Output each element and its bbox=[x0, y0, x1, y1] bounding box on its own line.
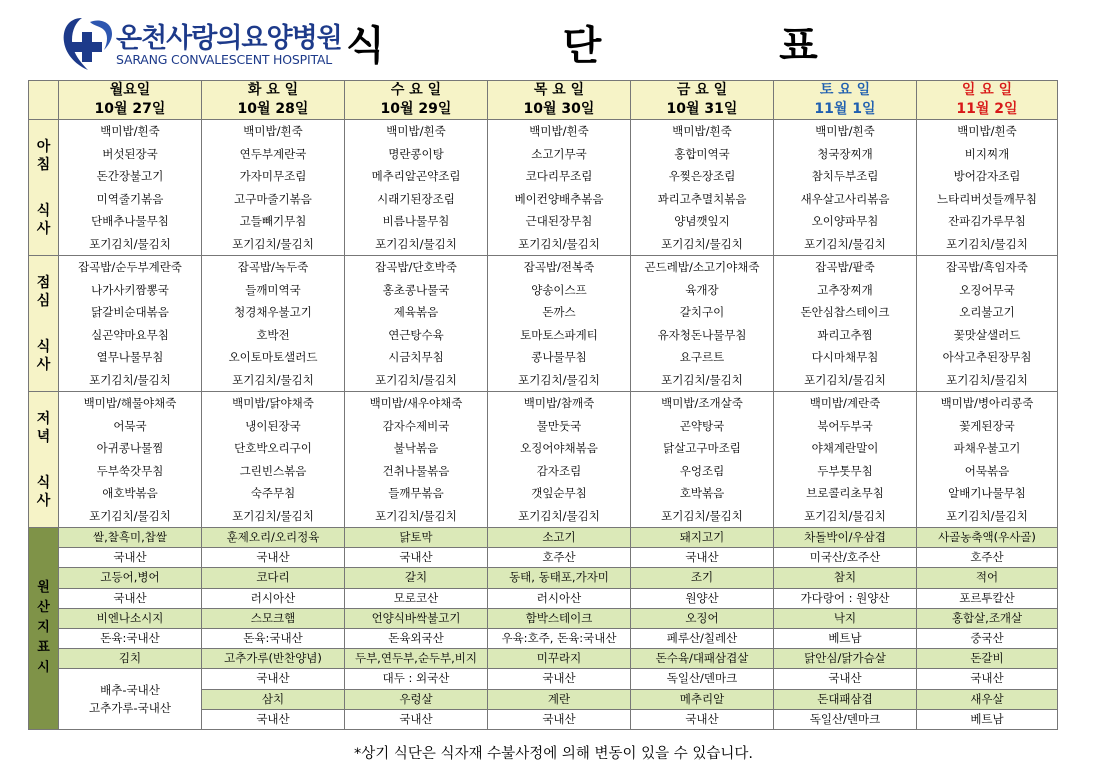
menu-item: 포기김치/물김치 bbox=[89, 508, 171, 523]
origin-cell: 국내산 bbox=[917, 669, 1058, 689]
menu-item: 꽃게된장국 bbox=[959, 418, 1015, 433]
menu-item: 참치두부조림 bbox=[811, 169, 879, 183]
menu-item: 오이양파무침 bbox=[811, 214, 879, 228]
origin-cell: 고등어,병어 bbox=[59, 568, 202, 588]
meal-label-char: 사 bbox=[36, 492, 51, 509]
menu-item: 호박전 bbox=[256, 327, 290, 342]
origin-cell: 포르투칼산 bbox=[917, 588, 1058, 608]
menu-item: 포기김치/물김치 bbox=[661, 236, 743, 251]
meal-label bbox=[29, 392, 59, 528]
meal-row bbox=[29, 256, 1058, 392]
menu-item: 감자조림 bbox=[536, 463, 582, 478]
menu-item: 잡곡밥/흑임자죽 bbox=[946, 260, 1028, 274]
menu-item: 홍초콩나물국 bbox=[382, 282, 450, 297]
page-title: 식 단 표 bbox=[346, 23, 900, 69]
menu-item: 베이컨양배추볶음 bbox=[514, 191, 604, 206]
menu-item: 알배기나물무침 bbox=[948, 486, 1026, 500]
menu-item: 포기김치/물김치 bbox=[946, 236, 1028, 251]
menu-item: 고구마줄기볶음 bbox=[234, 191, 312, 206]
day-header bbox=[345, 81, 488, 120]
menu-cell bbox=[917, 120, 1058, 256]
origin-cell: 조기 bbox=[631, 568, 774, 588]
corner-cell bbox=[29, 81, 59, 120]
day-header bbox=[917, 81, 1058, 120]
menu-cell bbox=[631, 392, 774, 528]
origin-cell: 돼지고기 bbox=[631, 528, 774, 548]
meal-label-char: 저 bbox=[36, 410, 51, 427]
menu-item: 꽈리고추멸치볶음 bbox=[657, 191, 747, 206]
kimchi-origin-line: 배추-국내산 bbox=[100, 683, 160, 698]
origin-cell: 동태, 동태포,가자미 bbox=[488, 568, 631, 588]
meal-label-char: 심 bbox=[36, 292, 51, 309]
origin-row bbox=[29, 608, 1058, 628]
menu-item: 그린빈스볶음 bbox=[239, 463, 307, 478]
menu-item: 코다리무조림 bbox=[525, 169, 593, 183]
origin-cell: 베트남 bbox=[917, 709, 1058, 729]
menu-item: 소고기무국 bbox=[531, 146, 587, 161]
menu-item: 포기김치/물김치 bbox=[946, 372, 1028, 387]
day-name: 목 요 일 bbox=[533, 82, 585, 98]
menu-table bbox=[28, 80, 1058, 730]
origin-cell: 대두 : 외국산 bbox=[345, 669, 488, 689]
medical-cross-icon bbox=[60, 12, 120, 72]
meal-label-char: 식 bbox=[36, 202, 51, 219]
origin-label-char: 표 bbox=[37, 640, 50, 656]
menu-item: 냉이된장국 bbox=[245, 418, 301, 433]
menu-item: 청경채우불고기 bbox=[234, 305, 312, 319]
origin-cell: 국내산 bbox=[202, 709, 345, 729]
origin-cell: 스모크햄 bbox=[202, 608, 345, 628]
origin-cell: 함박스테이크 bbox=[488, 608, 631, 628]
origin-cell: 메추리알 bbox=[631, 689, 774, 709]
menu-item: 잡곡밥/단호박죽 bbox=[375, 260, 457, 274]
menu-item: 백미밥/흰죽 bbox=[100, 124, 160, 138]
menu-cell bbox=[59, 256, 202, 392]
origin-cell: 국내산 bbox=[488, 709, 631, 729]
origin-cell: 삼치 bbox=[202, 689, 345, 709]
meal-label bbox=[29, 120, 59, 256]
day-header-row bbox=[29, 81, 1058, 120]
menu-cell bbox=[488, 120, 631, 256]
menu-item: 포기김치/물김치 bbox=[661, 508, 743, 523]
menu-item: 오리불고기 bbox=[959, 305, 1015, 319]
origin-cell: 김치 bbox=[59, 649, 202, 669]
menu-item: 돈안심찹스테이크 bbox=[800, 305, 890, 319]
day-name: 화 요 일 bbox=[247, 82, 299, 98]
origin-cell: 국내산 bbox=[59, 588, 202, 608]
menu-item: 양송이스프 bbox=[531, 282, 587, 297]
menu-item: 갈치구이 bbox=[679, 305, 725, 319]
menu-item: 비지찌개 bbox=[964, 146, 1010, 161]
origin-row bbox=[29, 628, 1058, 648]
day-name: 금 요 일 bbox=[676, 82, 728, 98]
origin-cell: 닭토막 bbox=[345, 528, 488, 548]
origin-cell: 독일산/덴마크 bbox=[774, 709, 917, 729]
origin-cell: 호주산 bbox=[488, 548, 631, 568]
menu-item: 돈까스 bbox=[542, 305, 576, 319]
menu-item: 포기김치/물김치 bbox=[804, 236, 886, 251]
origin-cell: 국내산 bbox=[774, 669, 917, 689]
origin-cell: 언양식바싹불고기 bbox=[345, 608, 488, 628]
day-date: 10월 30일 bbox=[523, 101, 595, 117]
origin-cell: 쌀,찰흑미,찹쌀 bbox=[59, 528, 202, 548]
origin-cell: 국내산 bbox=[631, 709, 774, 729]
menu-item: 포기김치/물김치 bbox=[232, 236, 314, 251]
menu-item: 백미밥/흰죽 bbox=[386, 124, 446, 138]
origin-cell: 소고기 bbox=[488, 528, 631, 548]
day-date: 10월 29일 bbox=[380, 101, 452, 117]
menu-item: 백미밥/흰죽 bbox=[957, 124, 1017, 138]
menu-item: 연두부계란국 bbox=[239, 146, 307, 161]
menu-item: 어묵볶음 bbox=[964, 463, 1010, 478]
origin-cell: 사골농축액(우사골) bbox=[917, 528, 1058, 548]
hospital-subtitle: SARANG CONVALESCENT HOSPITAL bbox=[116, 52, 333, 67]
menu-item: 시금치무침 bbox=[388, 350, 444, 364]
menu-item: 포기김치/물김치 bbox=[375, 236, 457, 251]
origin-label-char: 원 bbox=[37, 580, 50, 596]
origin-row bbox=[29, 669, 1058, 689]
origin-cell: 새우살 bbox=[917, 689, 1058, 709]
menu-item: 방어감자조림 bbox=[953, 169, 1021, 183]
day-header bbox=[202, 81, 345, 120]
menu-item: 단호박오리구이 bbox=[234, 441, 312, 455]
origin-cell: 두부,연두부,순두부,비지 bbox=[345, 649, 488, 669]
meal-label-char: 점 bbox=[36, 274, 51, 291]
menu-item: 실곤약마요무침 bbox=[91, 327, 169, 342]
origin-cell: 돈대패삼겹 bbox=[774, 689, 917, 709]
menu-item: 열무나물무침 bbox=[96, 350, 164, 364]
meal-row bbox=[29, 392, 1058, 528]
origin-cell: 러시아산 bbox=[202, 588, 345, 608]
origin-cell: 중국산 bbox=[917, 628, 1058, 648]
origin-label-char: 시 bbox=[37, 660, 50, 676]
menu-item: 시래기된장조림 bbox=[377, 191, 455, 206]
origin-cell: 국내산 bbox=[345, 548, 488, 568]
origin-cell: 돈육:국내산 bbox=[202, 628, 345, 648]
day-date: 10월 28일 bbox=[237, 101, 309, 117]
menu-item: 포기김치/물김치 bbox=[804, 372, 886, 387]
menu-item: 북어두부국 bbox=[817, 418, 873, 433]
menu-item: 포기김치/물김치 bbox=[375, 508, 457, 523]
menu-cell bbox=[917, 256, 1058, 392]
menu-cell bbox=[202, 256, 345, 392]
menu-item: 백미밥/병아리콩죽 bbox=[940, 396, 1034, 410]
origin-cell: 낙지 bbox=[774, 608, 917, 628]
origin-cell: 미국산/호주산 bbox=[774, 548, 917, 568]
day-header bbox=[488, 81, 631, 120]
menu-item: 백미밥/참깨죽 bbox=[523, 396, 595, 410]
menu-item: 요구르트 bbox=[679, 350, 725, 364]
origin-label bbox=[29, 528, 59, 730]
menu-item: 곤드레밥/소고기야채죽 bbox=[644, 260, 760, 274]
meal-label-char: 식 bbox=[36, 474, 51, 491]
origin-row bbox=[29, 568, 1058, 588]
day-header bbox=[774, 81, 917, 120]
menu-item: 근대된장무침 bbox=[525, 214, 593, 228]
origin-cell: 국내산 bbox=[631, 548, 774, 568]
origin-cell: 원양산 bbox=[631, 588, 774, 608]
menu-cell bbox=[345, 392, 488, 528]
menu-item: 아귀콩나물찜 bbox=[96, 441, 164, 455]
menu-item: 물만둣국 bbox=[536, 418, 582, 433]
origin-cell: 닭안심/닭가슴살 bbox=[774, 649, 917, 669]
menu-item: 오이토마토샐러드 bbox=[228, 350, 318, 364]
menu-cell bbox=[202, 120, 345, 256]
menu-item: 오징어무국 bbox=[959, 282, 1015, 297]
day-date: 11월 1일 bbox=[814, 101, 876, 117]
origin-cell: 훈제오리/오리정육 bbox=[202, 528, 345, 548]
menu-item: 아삭고추된장무침 bbox=[942, 350, 1032, 364]
menu-item: 애호박볶음 bbox=[102, 486, 158, 500]
menu-item: 연근탕수육 bbox=[388, 327, 444, 342]
origin-cell: 돈갈비 bbox=[917, 649, 1058, 669]
menu-cell bbox=[774, 120, 917, 256]
meal-label-char: 사 bbox=[36, 356, 51, 373]
origin-cell: 국내산 bbox=[488, 669, 631, 689]
menu-item: 단배추나물무침 bbox=[91, 214, 169, 228]
menu-item: 포기김치/물김치 bbox=[946, 508, 1028, 523]
origin-row bbox=[29, 528, 1058, 548]
kimchi-origin-note bbox=[59, 669, 202, 730]
menu-item: 고추장찌개 bbox=[817, 282, 873, 297]
menu-item: 파채우불고기 bbox=[953, 441, 1021, 455]
origin-cell: 고추가루(반찬양념) bbox=[202, 649, 345, 669]
day-date: 10월 27일 bbox=[94, 101, 166, 117]
origin-cell: 베트남 bbox=[774, 628, 917, 648]
menu-item: 백미밥/흰죽 bbox=[672, 124, 732, 138]
menu-item: 고들빼기무침 bbox=[239, 214, 307, 228]
origin-cell: 돈수육/대패삼겹살 bbox=[631, 649, 774, 669]
menu-item: 백미밥/조개살죽 bbox=[661, 396, 743, 410]
menu-item: 제육볶음 bbox=[393, 305, 439, 319]
day-name: 월요일 bbox=[109, 82, 151, 98]
origin-cell: 가다랑어 : 원양산 bbox=[774, 588, 917, 608]
origin-cell: 우육:호주, 돈육:국내산 bbox=[488, 628, 631, 648]
menu-item: 가자미무조림 bbox=[239, 169, 307, 183]
origin-cell: 오징어 bbox=[631, 608, 774, 628]
menu-cell bbox=[59, 392, 202, 528]
menu-item: 포기김치/물김치 bbox=[804, 508, 886, 523]
menu-item: 닭살고구마조림 bbox=[663, 441, 741, 455]
menu-item: 호박볶음 bbox=[679, 486, 725, 500]
menu-item: 포기김치/물김치 bbox=[518, 236, 600, 251]
menu-item: 우찢은장조림 bbox=[668, 169, 736, 183]
day-header bbox=[631, 81, 774, 120]
menu-cell bbox=[202, 392, 345, 528]
menu-item: 숙주무침 bbox=[250, 486, 296, 500]
menu-item: 미역줄기볶음 bbox=[96, 191, 164, 206]
menu-item: 돈간장불고기 bbox=[96, 169, 164, 183]
kimchi-origin-line: 고추가루-국내산 bbox=[89, 701, 171, 716]
menu-cell bbox=[631, 256, 774, 392]
origin-cell: 미꾸라지 bbox=[488, 649, 631, 669]
hospital-logo bbox=[60, 12, 342, 72]
menu-item: 감자수제비국 bbox=[382, 418, 450, 433]
menu-item: 백미밥/흰죽 bbox=[529, 124, 589, 138]
menu-item: 잡곡밥/순두부계란죽 bbox=[78, 260, 182, 274]
origin-label-char: 산 bbox=[37, 600, 50, 616]
meal-row bbox=[29, 120, 1058, 256]
origin-cell: 국내산 bbox=[59, 548, 202, 568]
origin-row bbox=[29, 588, 1058, 608]
menu-item: 백미밥/닭야채죽 bbox=[232, 396, 314, 410]
menu-item: 꽃맛살샐러드 bbox=[953, 327, 1021, 342]
menu-item: 포기김치/물김치 bbox=[518, 372, 600, 387]
origin-cell: 국내산 bbox=[202, 548, 345, 568]
menu-item: 토마토스파게티 bbox=[520, 327, 598, 342]
origin-cell: 갈치 bbox=[345, 568, 488, 588]
origin-cell: 모로코산 bbox=[345, 588, 488, 608]
menu-item: 포기김치/물김치 bbox=[518, 508, 600, 523]
menu-item: 포기김치/물김치 bbox=[375, 372, 457, 387]
menu-item: 불낙볶음 bbox=[393, 441, 439, 455]
origin-cell: 비엔나소시지 bbox=[59, 608, 202, 628]
menu-item: 곤약탕국 bbox=[679, 418, 725, 433]
menu-item: 명란콩이탕 bbox=[388, 146, 444, 161]
origin-cell: 참치 bbox=[774, 568, 917, 588]
menu-item: 메추리알곤약조림 bbox=[371, 169, 461, 183]
day-name: 수 요 일 bbox=[390, 82, 442, 98]
origin-row bbox=[29, 548, 1058, 568]
menu-item: 포기김치/물김치 bbox=[89, 236, 171, 251]
menu-cell bbox=[345, 256, 488, 392]
footnote: *상기 식단은 식자재 수불사정에 의해 변동이 있을 수 있습니다. bbox=[354, 746, 753, 762]
menu-item: 브로콜리초무침 bbox=[806, 486, 884, 500]
menu-item: 어묵국 bbox=[113, 418, 147, 433]
menu-item: 육개장 bbox=[685, 282, 719, 297]
origin-cell: 러시아산 bbox=[488, 588, 631, 608]
origin-cell: 국내산 bbox=[202, 669, 345, 689]
menu-item: 포기김치/물김치 bbox=[232, 372, 314, 387]
menu-item: 두부톳무침 bbox=[817, 463, 873, 478]
origin-cell: 코다리 bbox=[202, 568, 345, 588]
meal-label bbox=[29, 256, 59, 392]
menu-item: 나가사키짬뽕국 bbox=[91, 282, 169, 297]
menu-item: 양념깻잎지 bbox=[674, 214, 730, 228]
meal-label-char: 식 bbox=[36, 338, 51, 355]
menu-item: 포기김치/물김치 bbox=[89, 372, 171, 387]
origin-cell: 적어 bbox=[917, 568, 1058, 588]
day-date: 11월 2일 bbox=[956, 101, 1018, 117]
menu-item: 포기김치/물김치 bbox=[232, 508, 314, 523]
origin-cell: 홍합살,조개살 bbox=[917, 608, 1058, 628]
menu-item: 청국장찌개 bbox=[817, 146, 873, 161]
menu-item: 백미밥/흰죽 bbox=[815, 124, 875, 138]
menu-item: 콩나물무침 bbox=[531, 350, 587, 364]
menu-item: 잡곡밥/전복죽 bbox=[523, 260, 595, 274]
menu-item: 백미밥/흰죽 bbox=[243, 124, 303, 138]
menu-cell bbox=[488, 256, 631, 392]
origin-cell: 우렁살 bbox=[345, 689, 488, 709]
menu-item: 잔파김가루무침 bbox=[948, 214, 1026, 228]
menu-item: 두부쑥갓무침 bbox=[96, 463, 164, 478]
origin-cell: 돈육:국내산 bbox=[59, 628, 202, 648]
menu-item: 닭갈비순대볶음 bbox=[91, 305, 169, 319]
menu-cell bbox=[345, 120, 488, 256]
menu-item: 유자청돈나물무침 bbox=[657, 327, 747, 342]
menu-item: 백미밥/새우야채죽 bbox=[369, 396, 463, 410]
origin-cell: 차돌박이/우삼겹 bbox=[774, 528, 917, 548]
meal-label-char: 아 bbox=[36, 138, 51, 155]
menu-item: 들깨무볶음 bbox=[388, 486, 444, 500]
menu-cell bbox=[488, 392, 631, 528]
menu-cell bbox=[631, 120, 774, 256]
menu-cell bbox=[774, 256, 917, 392]
day-date: 10월 31일 bbox=[666, 101, 738, 117]
origin-cell: 돈육외국산 bbox=[345, 628, 488, 648]
origin-row bbox=[29, 649, 1058, 669]
menu-item: 백미밥/해물야채죽 bbox=[83, 396, 177, 410]
menu-item: 백미밥/계란죽 bbox=[809, 396, 881, 410]
meal-label-char: 사 bbox=[36, 220, 51, 237]
origin-cell: 국내산 bbox=[345, 709, 488, 729]
menu-cell bbox=[917, 392, 1058, 528]
menu-item: 오징어야채볶음 bbox=[520, 441, 598, 455]
menu-item: 들깨미역국 bbox=[245, 282, 301, 297]
origin-cell: 계란 bbox=[488, 689, 631, 709]
origin-cell: 호주산 bbox=[917, 548, 1058, 568]
meal-label-char: 침 bbox=[36, 156, 51, 173]
menu-cell bbox=[774, 392, 917, 528]
menu-item: 느타리버섯들깨무침 bbox=[937, 191, 1037, 206]
header bbox=[0, 0, 1107, 78]
day-name: 일 요 일 bbox=[961, 82, 1013, 98]
menu-cell bbox=[59, 120, 202, 256]
menu-item: 포기김치/물김치 bbox=[661, 372, 743, 387]
day-name: 토 요 일 bbox=[819, 82, 871, 98]
menu-item: 홍합미역국 bbox=[674, 146, 730, 161]
meal-label-char: 녁 bbox=[36, 428, 51, 445]
menu-item: 비름나물무침 bbox=[382, 214, 450, 228]
hospital-name: 온천사랑의요양병원 bbox=[116, 23, 342, 54]
menu-item: 다시마채무침 bbox=[811, 350, 879, 364]
menu-item: 버섯된장국 bbox=[102, 146, 158, 161]
menu-item: 새우살고사리볶음 bbox=[800, 191, 890, 206]
menu-item: 건취나물볶음 bbox=[382, 463, 450, 478]
day-header bbox=[59, 81, 202, 120]
origin-cell: 페루산/칠레산 bbox=[631, 628, 774, 648]
origin-label-char: 지 bbox=[37, 620, 50, 636]
menu-item: 야채계란말이 bbox=[811, 441, 879, 455]
menu-item: 잡곡밥/녹두죽 bbox=[237, 260, 309, 274]
menu-item: 갯잎순무침 bbox=[531, 486, 587, 500]
origin-cell: 독일산/덴마크 bbox=[631, 669, 774, 689]
menu-item: 우엉조림 bbox=[679, 463, 725, 478]
menu-item: 잡곡밥/팥죽 bbox=[815, 260, 875, 274]
menu-item: 꽈리고추찜 bbox=[817, 327, 873, 342]
